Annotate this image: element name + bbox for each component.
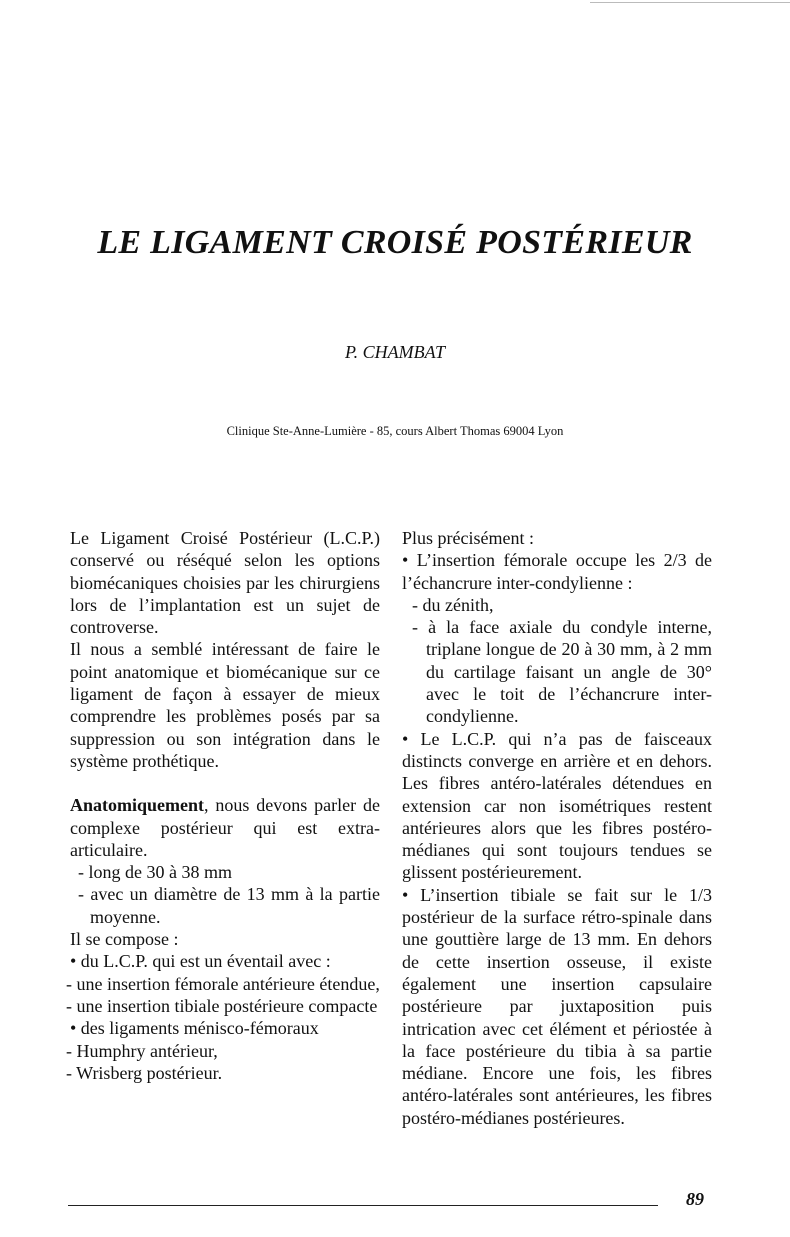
affiliation: Clinique Ste-Anne-Lumière - 85, cours Albert Thomas 69004 Lyon [226, 424, 564, 438]
list-item: • du L.C.P. qui est un éventail avec : [70, 951, 331, 972]
anatomy-text: , nous devons parler de complexe postérieur qui est extra-articulaire. [70, 795, 380, 860]
list-item: - du zénith, [412, 594, 494, 615]
list-item: - Wrisberg postérieur. [66, 1062, 223, 1083]
top-rule [590, 2, 790, 3]
list-item: • Le L.C.P. qui n’a pas de faisceaux distincts converge en arrière et en dehors. Les fibres antéro-latérales détendues en extension car non isométriques restent antérieures alors que les fibres postéro-médianes qui sont toujours tendues se glissent postérieurement. [402, 728, 712, 883]
list-item: - une insertion tibiale postérieure compacte [66, 995, 378, 1016]
anatomy-paragraph [70, 794, 380, 861]
compose-text: Il se compose : [70, 929, 179, 950]
list-item: - une insertion fémorale antérieure étendue, [66, 973, 380, 994]
list-item: - Humphry antérieur, [66, 1040, 218, 1061]
list-item: • L’insertion tibiale se fait sur le 1/3 postérieur de la surface rétro-spinale dans une gouttière large de 13 mm. En dehors de cette insertion osseuse, il existe également une insertion capsulaire postérieure par juxtaposition puis intrication avec cet élément et périostée à la face postérieure du tibia à sa partie médiane. Encore une fois, les fibres antéro-latérales sont antérieures, les fibres postéro-médianes postérieures. [402, 884, 712, 1128]
footer-rule [68, 1205, 658, 1206]
author: P. CHAMBAT [344, 342, 445, 362]
anatomy-heading: Anatomiquement [70, 795, 204, 816]
list-item: - à la face axiale du condyle interne, triplane longue de 20 à 30 mm, à 2 mm du cartilage faisant un angle de 30° avec le toit de l’échancrure inter-condylienne. [412, 617, 712, 727]
right-column [402, 527, 712, 1129]
left-column [66, 527, 380, 1084]
list-item: • des ligaments ménisco-fémoraux [70, 1018, 319, 1039]
purpose-paragraph: Il nous a semblé intéressant de faire le point anatomique et biomécanique sur ce ligament de façon à essayer de mieux comprendre les problèmes posés par sa suppression ou son intégration dans le système prothétique. [70, 639, 380, 771]
intro-paragraph: Le Ligament Croisé Postérieur (L.C.P.) conservé ou réséqué selon les options biomécaniques choisies par les chirurgiens lors de l’implantation est un sujet de controverse. [70, 528, 380, 638]
list-item: - avec un diamètre de 13 mm à la partie moyenne. [78, 884, 380, 927]
article-title: LE LIGAMENT CROISÉ POSTÉRIEUR [97, 224, 693, 261]
precision-intro: Plus précisément : [402, 528, 534, 548]
list-item: - long de 30 à 38 mm [78, 862, 232, 883]
list-item: • L’insertion fémorale occupe les 2/3 de l’échancrure inter-condylienne : [402, 550, 712, 593]
page-number: 89 [686, 1189, 704, 1209]
